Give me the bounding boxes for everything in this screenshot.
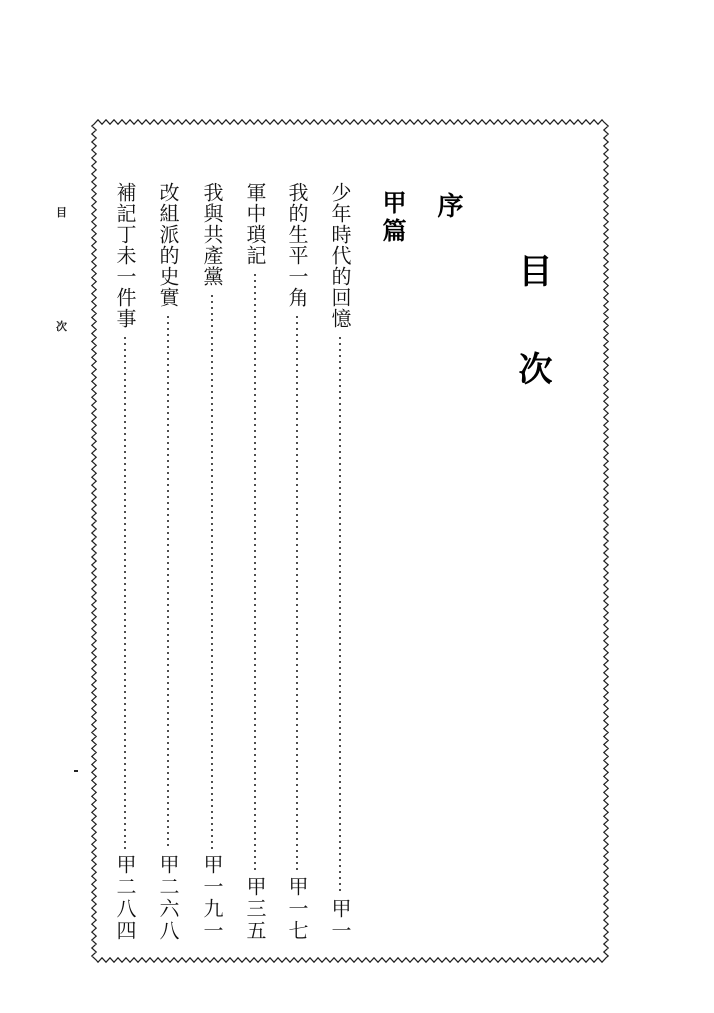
entry-page: 甲二八四 bbox=[113, 854, 137, 942]
part-heading: 甲篇 bbox=[378, 190, 406, 246]
toc-entry[interactable] bbox=[153, 182, 183, 942]
entry-title: 少年時代的回憶 bbox=[328, 182, 352, 329]
entry-page: 甲三五 bbox=[243, 876, 267, 942]
entry-page: 甲二六八 bbox=[156, 854, 180, 942]
entry-title: 我的生平一角 bbox=[285, 182, 309, 308]
leader-dots bbox=[211, 293, 213, 850]
toc-entry[interactable] bbox=[282, 182, 312, 942]
margin-label-mu: 目 bbox=[56, 206, 67, 219]
leader-dots bbox=[254, 272, 256, 872]
entry-page: 甲一七 bbox=[285, 876, 309, 942]
toc-entry[interactable] bbox=[240, 182, 270, 942]
contents-frame bbox=[90, 118, 610, 964]
toc-entry[interactable] bbox=[110, 182, 140, 942]
page-title: 目次 bbox=[512, 253, 552, 449]
entry-page: 甲一九一 bbox=[200, 854, 224, 942]
margin-label-ci: 次 bbox=[56, 320, 67, 333]
toc-entry[interactable] bbox=[197, 182, 227, 942]
leader-dots bbox=[124, 335, 126, 850]
margin-mark bbox=[74, 770, 78, 772]
leader-dots bbox=[167, 314, 169, 850]
entry-title: 我與共產黨 bbox=[200, 182, 224, 287]
entry-page: 甲一 bbox=[328, 898, 352, 942]
preface-heading: 序 bbox=[433, 192, 463, 218]
leader-dots bbox=[339, 335, 341, 894]
toc-entry[interactable] bbox=[325, 182, 355, 942]
entry-title: 補記丁未一件事 bbox=[113, 182, 137, 329]
entry-title: 軍中瑣記 bbox=[243, 182, 267, 266]
entry-title: 改組派的史實 bbox=[156, 182, 180, 308]
leader-dots bbox=[296, 314, 298, 872]
